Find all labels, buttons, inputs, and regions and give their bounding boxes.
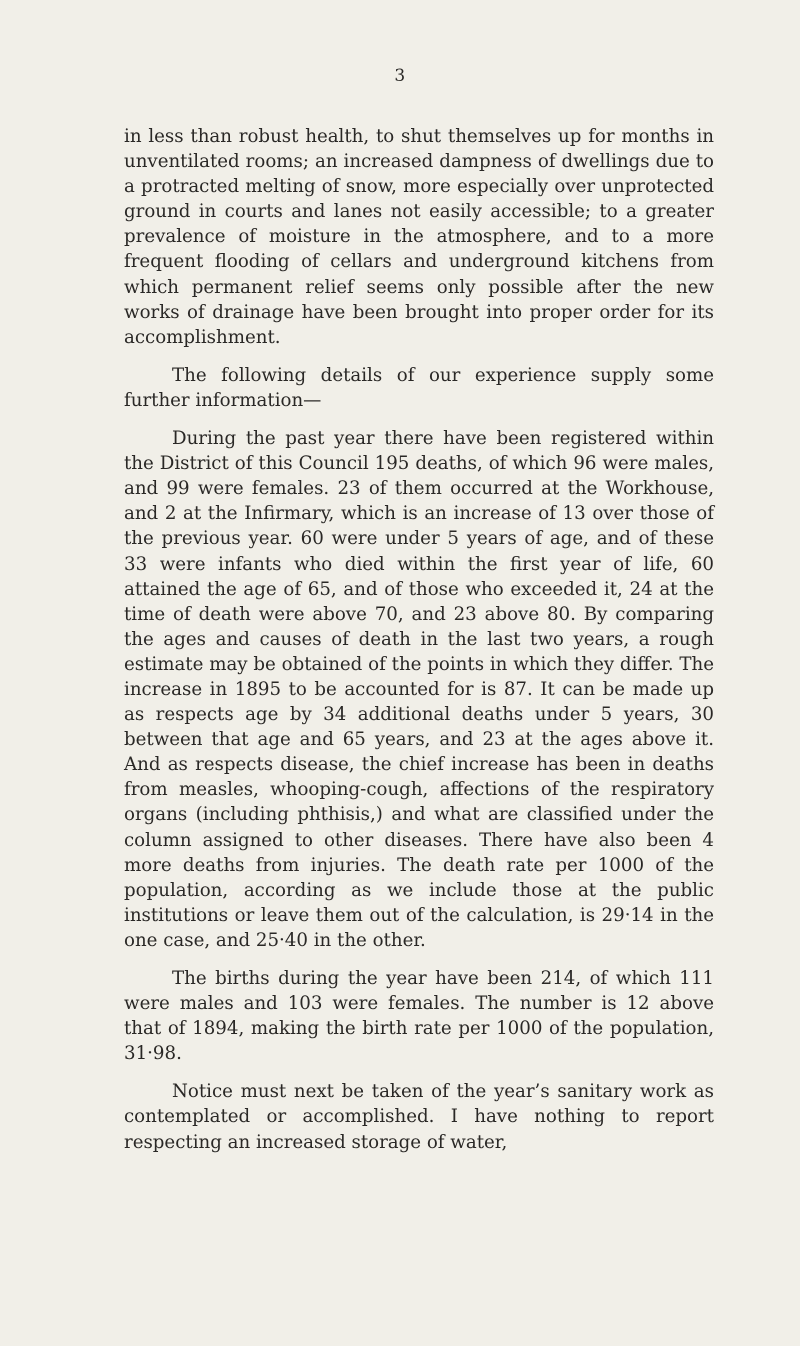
page-number: 3 <box>394 66 406 86</box>
paragraph-deaths: During the past year there have been registered within the District of this Council 195 deaths, of which 96 were males, and 99 were females. 23 of them occurred at the Workhouse, and 2 at the Infirmary, which is an increase of 13 over those of the previous year. 60 were under 5 years of age, and of these 33 were infants who died within the first year of life, 60 attained the age of 65, and of those who exceeded it, 24 at the time of death were above 70, and 23 above 80. By comparing the ages and causes of death in the last two years, a rough estimate may be obtained of the points in which they differ. The increase in 1895 to be accounted for is 87. It can be made up as respects age by 34 additional deaths under 5 years, 30 between that age and 65 years, and 23 at the ages above it. And as respects disease, the chief increase has been in deaths from measles, whooping-cough, affections of the respiratory organs (including phthisis,) and what are classified under the column assigned to other diseases. There have also been 4 more deaths from injuries. The death rate per 1000 of the population, according as we include those at the public institutions or leave them out of the calculation, is 29·14 in the one case, and 25·40 in the other. <box>124 428 714 951</box>
paragraph-continuation: in less than robust health, to shut themselves up for months in unventilated rooms; an increased dampness of dwellings due to a protracted melting of snow, more especially over unprotected ground in courts and lanes not easily accessible; to a greater prevalence of moisture in the atmosphere, and to a more frequent flooding of cellars and underground kitchens from which permanent relief seems only possible after the new works of drainage have been brought into proper order for its accomplishment. <box>124 126 714 348</box>
body-text <box>124 124 714 1168</box>
paragraph-births: The births during the year have been 214, of which 111 were males and 103 were females. The number is 12 above that of 1894, making the birth rate per 1000 of the population, 31·98. <box>124 968 714 1065</box>
paragraph-sanitary-work: Notice must next be taken of the year’s sanitary work as contemplated or accomplished. I have nothing to report respecting an increased storage of water, <box>124 1081 714 1153</box>
paragraph-intro: The following details of our experience supply some further information— <box>124 364 714 411</box>
